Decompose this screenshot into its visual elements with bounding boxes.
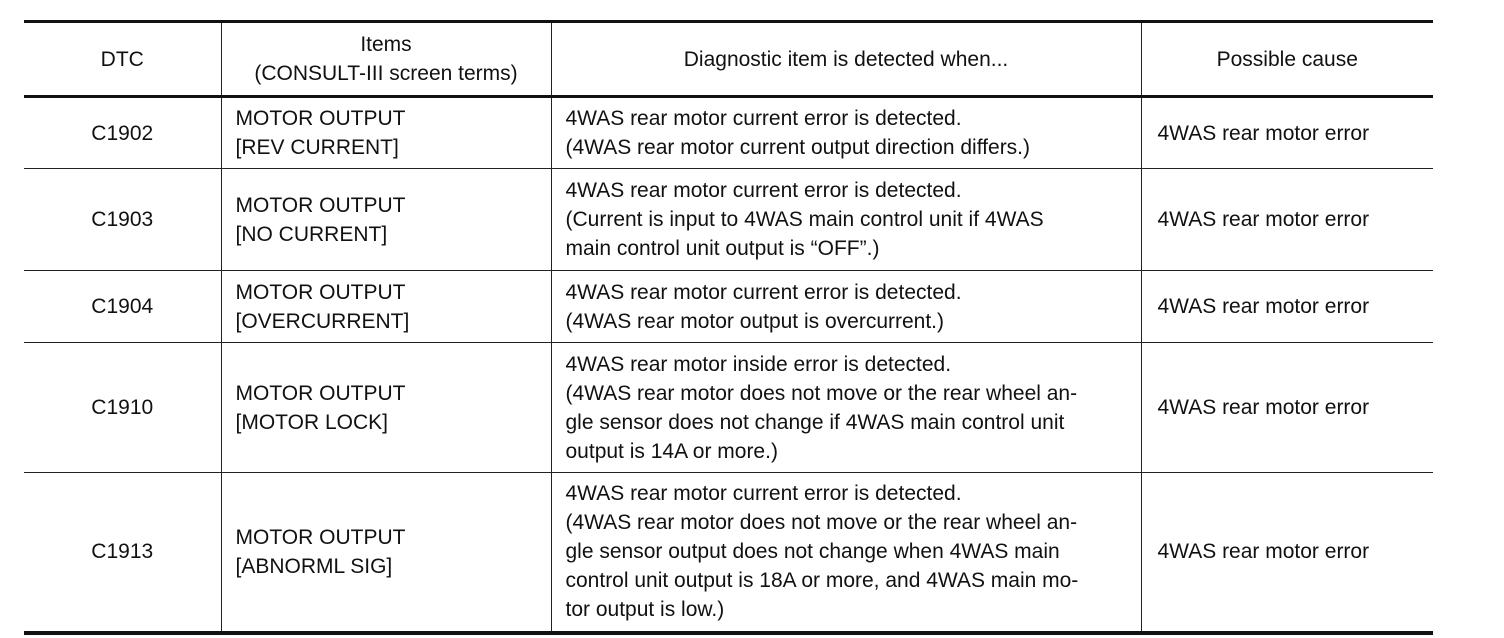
item-term: [OVERCURRENT]	[235, 309, 410, 333]
detection-line: (4WAS rear motor does not move or the rear wheel an-	[565, 381, 1078, 405]
item-cell	[221, 473, 551, 633]
detection-cell	[551, 343, 1141, 473]
dtc-code: C1902	[24, 97, 221, 169]
header-cause: Possible cause	[1141, 22, 1433, 97]
possible-cause: 4WAS rear motor error	[1141, 169, 1433, 271]
detection-cell	[551, 97, 1141, 169]
detection-cell	[551, 271, 1141, 343]
detection-line: control unit output is 18A or more, and 4WAS main mo-	[565, 569, 1079, 593]
dtc-code: C1913	[24, 473, 221, 633]
table-row	[24, 271, 1433, 343]
detection-line: gle sensor output does not change when 4WAS main	[565, 540, 1060, 564]
possible-cause: 4WAS rear motor error	[1141, 343, 1433, 473]
detection-line: 4WAS rear motor current error is detected.	[565, 280, 962, 304]
detection-line: tor output is low.)	[565, 598, 725, 622]
item-term: [ABNORML SIG]	[235, 554, 393, 578]
item-term: [NO CURRENT]	[235, 222, 388, 246]
header-items-subtitle: (CONSULT-III screen terms)	[254, 62, 518, 85]
item-term: [MOTOR LOCK]	[235, 410, 388, 434]
item-cell	[221, 271, 551, 343]
dtc-table	[24, 20, 1433, 635]
item-cell	[221, 343, 551, 473]
table-row	[24, 343, 1433, 473]
item-name: MOTOR OUTPUT	[235, 381, 406, 405]
header-items-title: Items	[360, 33, 412, 56]
detection-line: (4WAS rear motor does not move or the rear wheel an-	[565, 511, 1078, 535]
detection-line: main control unit output is “OFF”.)	[565, 237, 880, 260]
detection-line: 4WAS rear motor current error is detected.	[565, 482, 962, 506]
detection-line: 4WAS rear motor inside error is detected.	[565, 352, 952, 376]
item-cell	[221, 169, 551, 271]
table-row	[24, 97, 1433, 169]
detection-line: 4WAS rear motor current error is detected.	[565, 179, 962, 202]
header-row	[24, 22, 1433, 97]
detection-cell	[551, 169, 1141, 271]
item-name: MOTOR OUTPUT	[235, 280, 406, 304]
detection-line: (4WAS rear motor current output direction differs.)	[565, 136, 1031, 159]
detection-line: 4WAS rear motor current error is detected.	[565, 107, 962, 130]
detection-line: (4WAS rear motor output is overcurrent.)	[565, 309, 945, 333]
item-cell	[221, 97, 551, 169]
item-name: MOTOR OUTPUT	[235, 193, 406, 217]
table-row	[24, 169, 1433, 271]
possible-cause: 4WAS rear motor error	[1141, 473, 1433, 633]
possible-cause: 4WAS rear motor error	[1141, 97, 1433, 169]
item-name: MOTOR OUTPUT	[235, 107, 406, 130]
item-term: [REV CURRENT]	[235, 136, 399, 159]
table-row	[24, 473, 1433, 633]
dtc-code: C1910	[24, 343, 221, 473]
header-detected: Diagnostic item is detected when...	[551, 22, 1141, 97]
header-dtc: DTC	[24, 22, 221, 97]
detection-line: output is 14A or more.)	[565, 439, 778, 463]
detection-cell	[551, 473, 1141, 633]
possible-cause: 4WAS rear motor error	[1141, 271, 1433, 343]
detection-line: (Current is input to 4WAS main control unit if 4WAS	[565, 208, 1044, 231]
detection-line: gle sensor does not change if 4WAS main control unit	[565, 410, 1065, 434]
dtc-code: C1903	[24, 169, 221, 271]
header-items	[221, 22, 551, 97]
item-name: MOTOR OUTPUT	[235, 525, 406, 549]
dtc-code: C1904	[24, 271, 221, 343]
